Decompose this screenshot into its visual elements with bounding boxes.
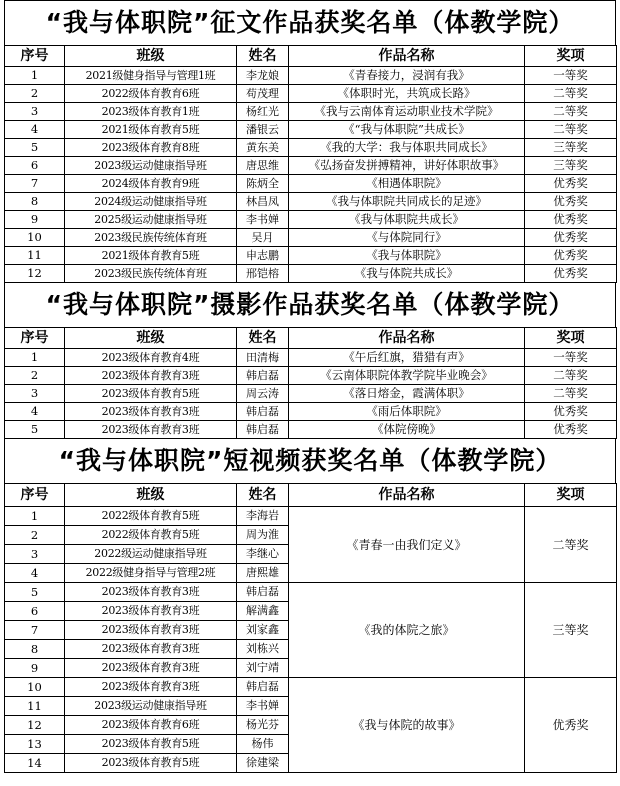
cell-name: 潘银云 <box>237 121 289 139</box>
cell-no: 3 <box>5 545 65 564</box>
header-name: 姓名 <box>237 46 289 67</box>
cell-no: 7 <box>5 175 65 193</box>
table-row <box>5 67 617 85</box>
cell-no: 6 <box>5 602 65 621</box>
video-section-title: “我与体职院”短视频获奖名单（体教学院） <box>4 439 616 483</box>
cell-class: 2023级体育教育3班 <box>65 367 237 385</box>
cell-class: 2023级体育教育4班 <box>65 349 237 367</box>
cell-name: 杨光芬 <box>237 716 289 735</box>
cell-name: 林昌凤 <box>237 193 289 211</box>
cell-award: 三等奖 <box>525 139 617 157</box>
cell-work: 《与体院同行》 <box>289 229 525 247</box>
table-row <box>5 85 617 103</box>
cell-no: 12 <box>5 265 65 283</box>
cell-name: 申志鹏 <box>237 247 289 265</box>
cell-award: 优秀奖 <box>525 678 617 773</box>
cell-class: 2025级运动健康指导班 <box>65 211 237 229</box>
header-name: 姓名 <box>237 328 289 349</box>
cell-name: 解满鑫 <box>237 602 289 621</box>
cell-name: 韩启磊 <box>237 367 289 385</box>
cell-no: 4 <box>5 121 65 139</box>
cell-class: 2022级运动健康指导班 <box>65 545 237 564</box>
cell-work: 《青春一由我们定义》 <box>289 507 525 583</box>
cell-class: 2023级体育教育5班 <box>65 754 237 773</box>
cell-work: 《“我与体职院”共成长》 <box>289 121 525 139</box>
cell-name: 刘宁靖 <box>237 659 289 678</box>
table-row <box>5 507 617 526</box>
cell-work: 《我与体职院共成长》 <box>289 211 525 229</box>
cell-class: 2023级体育教育6班 <box>65 716 237 735</box>
cell-work: 《我与体职院》 <box>289 247 525 265</box>
cell-award: 优秀奖 <box>525 229 617 247</box>
cell-no: 9 <box>5 211 65 229</box>
header-award: 奖项 <box>525 484 617 507</box>
cell-no: 1 <box>5 67 65 85</box>
cell-name: 黄东美 <box>237 139 289 157</box>
cell-name: 苟茂理 <box>237 85 289 103</box>
table-row <box>5 265 617 283</box>
cell-name: 杨伟 <box>237 735 289 754</box>
cell-no: 7 <box>5 621 65 640</box>
cell-no: 2 <box>5 526 65 545</box>
cell-award: 一等奖 <box>525 67 617 85</box>
cell-class: 2023级体育教育3班 <box>65 403 237 421</box>
header-work: 作品名称 <box>289 46 525 67</box>
table-header-row <box>5 328 617 349</box>
cell-class: 2022级体育教育5班 <box>65 507 237 526</box>
cell-no: 13 <box>5 735 65 754</box>
cell-class: 2024级体育教育9班 <box>65 175 237 193</box>
cell-name: 刘栋兴 <box>237 640 289 659</box>
cell-work: 《弘扬奋发拼搏精神，讲好体职故事》 <box>289 157 525 175</box>
cell-no: 1 <box>5 349 65 367</box>
table-header-row <box>5 46 617 67</box>
cell-name: 韩启磊 <box>237 403 289 421</box>
cell-work: 《我与体院共成长》 <box>289 265 525 283</box>
cell-award: 优秀奖 <box>525 211 617 229</box>
award-list-page <box>4 0 616 773</box>
table-row <box>5 175 617 193</box>
header-no: 序号 <box>5 46 65 67</box>
essay-section-title: “我与体职院”征文作品获奖名单（体教学院） <box>4 0 616 45</box>
cell-name: 陈炳全 <box>237 175 289 193</box>
video-award-table <box>4 483 617 773</box>
cell-no: 11 <box>5 697 65 716</box>
cell-class: 2023级体育教育8班 <box>65 139 237 157</box>
cell-name: 李继心 <box>237 545 289 564</box>
cell-work: 《青春接力，浸润有我》 <box>289 67 525 85</box>
cell-class: 2022级体育教育6班 <box>65 85 237 103</box>
cell-no: 9 <box>5 659 65 678</box>
cell-class: 2022级健身指导与管理2班 <box>65 564 237 583</box>
cell-class: 2023级民族传统体育班 <box>65 229 237 247</box>
header-work: 作品名称 <box>289 484 525 507</box>
table-row <box>5 583 617 602</box>
cell-name: 韩启磊 <box>237 583 289 602</box>
photo-section-title: “我与体职院”摄影作品获奖名单（体教学院） <box>4 283 616 327</box>
cell-name: 唐思维 <box>237 157 289 175</box>
cell-class: 2023级体育教育5班 <box>65 735 237 754</box>
table-row <box>5 229 617 247</box>
cell-name: 周云涛 <box>237 385 289 403</box>
cell-award: 二等奖 <box>525 103 617 121</box>
cell-name: 唐熙雄 <box>237 564 289 583</box>
cell-no: 10 <box>5 229 65 247</box>
cell-class: 2023级体育教育3班 <box>65 421 237 439</box>
cell-work: 《我与体院的故事》 <box>289 678 525 773</box>
cell-class: 2023级体育教育3班 <box>65 640 237 659</box>
cell-name: 吴月 <box>237 229 289 247</box>
table-row <box>5 157 617 175</box>
cell-class: 2023级体育教育3班 <box>65 602 237 621</box>
cell-name: 李书婵 <box>237 697 289 716</box>
cell-no: 5 <box>5 421 65 439</box>
header-work: 作品名称 <box>289 328 525 349</box>
cell-no: 14 <box>5 754 65 773</box>
essay-award-table <box>4 45 617 283</box>
cell-award: 优秀奖 <box>525 403 617 421</box>
cell-class: 2023级体育教育5班 <box>65 385 237 403</box>
cell-no: 11 <box>5 247 65 265</box>
cell-name: 李龙娘 <box>237 67 289 85</box>
cell-work: 《体职时光，共筑成长路》 <box>289 85 525 103</box>
table-row <box>5 385 617 403</box>
cell-work: 《我的大学：我与体职共同成长》 <box>289 139 525 157</box>
cell-name: 田清梅 <box>237 349 289 367</box>
cell-work: 《落日熔金，霞满体职》 <box>289 385 525 403</box>
table-header-row <box>5 484 617 507</box>
cell-work: 《雨后体职院》 <box>289 403 525 421</box>
header-no: 序号 <box>5 484 65 507</box>
cell-award: 二等奖 <box>525 367 617 385</box>
cell-no: 4 <box>5 403 65 421</box>
cell-no: 8 <box>5 193 65 211</box>
cell-class: 2023级体育教育3班 <box>65 583 237 602</box>
header-no: 序号 <box>5 328 65 349</box>
cell-award: 二等奖 <box>525 121 617 139</box>
cell-class: 2023级体育教育3班 <box>65 621 237 640</box>
cell-award: 二等奖 <box>525 385 617 403</box>
cell-award: 三等奖 <box>525 583 617 678</box>
cell-award: 优秀奖 <box>525 175 617 193</box>
cell-name: 李海岩 <box>237 507 289 526</box>
cell-no: 3 <box>5 385 65 403</box>
header-class: 班级 <box>65 46 237 67</box>
cell-name: 杨红光 <box>237 103 289 121</box>
table-row <box>5 678 617 697</box>
table-row <box>5 367 617 385</box>
cell-class: 2023级运动健康指导班 <box>65 697 237 716</box>
header-award: 奖项 <box>525 46 617 67</box>
header-class: 班级 <box>65 484 237 507</box>
cell-no: 2 <box>5 85 65 103</box>
cell-no: 5 <box>5 139 65 157</box>
cell-name: 李书婵 <box>237 211 289 229</box>
cell-work: 《午后红旗，猎猎有声》 <box>289 349 525 367</box>
cell-award: 一等奖 <box>525 349 617 367</box>
cell-name: 周为淮 <box>237 526 289 545</box>
photo-award-table <box>4 327 617 439</box>
table-row <box>5 121 617 139</box>
cell-award: 优秀奖 <box>525 193 617 211</box>
cell-no: 5 <box>5 583 65 602</box>
table-row <box>5 193 617 211</box>
cell-class: 2023级民族传统体育班 <box>65 265 237 283</box>
cell-no: 2 <box>5 367 65 385</box>
cell-class: 2021级体育教育5班 <box>65 121 237 139</box>
cell-no: 8 <box>5 640 65 659</box>
cell-class: 2021级体育教育5班 <box>65 247 237 265</box>
header-class: 班级 <box>65 328 237 349</box>
cell-no: 1 <box>5 507 65 526</box>
cell-award: 优秀奖 <box>525 247 617 265</box>
cell-class: 2023级体育教育3班 <box>65 678 237 697</box>
header-award: 奖项 <box>525 328 617 349</box>
header-name: 姓名 <box>237 484 289 507</box>
cell-class: 2023级体育教育1班 <box>65 103 237 121</box>
cell-award: 优秀奖 <box>525 265 617 283</box>
cell-class: 2024级运动健康指导班 <box>65 193 237 211</box>
cell-name: 韩启磊 <box>237 678 289 697</box>
cell-award: 优秀奖 <box>525 421 617 439</box>
cell-no: 10 <box>5 678 65 697</box>
table-row <box>5 211 617 229</box>
table-row <box>5 349 617 367</box>
cell-work: 《我与云南体育运动职业技术学院》 <box>289 103 525 121</box>
cell-no: 3 <box>5 103 65 121</box>
cell-class: 2023级体育教育3班 <box>65 659 237 678</box>
cell-award: 三等奖 <box>525 157 617 175</box>
table-row <box>5 421 617 439</box>
cell-class: 2022级体育教育5班 <box>65 526 237 545</box>
cell-class: 2023级运动健康指导班 <box>65 157 237 175</box>
cell-work: 《我的体院之旅》 <box>289 583 525 678</box>
cell-name: 徐建梁 <box>237 754 289 773</box>
cell-work: 《我与体职院共同成长的足迹》 <box>289 193 525 211</box>
cell-class: 2021级健身指导与管理1班 <box>65 67 237 85</box>
cell-no: 4 <box>5 564 65 583</box>
table-row <box>5 247 617 265</box>
cell-work: 《体院傍晚》 <box>289 421 525 439</box>
cell-work: 《云南体职院体教学院毕业晚会》 <box>289 367 525 385</box>
cell-award: 二等奖 <box>525 85 617 103</box>
cell-name: 刘家鑫 <box>237 621 289 640</box>
cell-work: 《相遇体职院》 <box>289 175 525 193</box>
cell-no: 12 <box>5 716 65 735</box>
cell-name: 韩启磊 <box>237 421 289 439</box>
cell-award: 二等奖 <box>525 507 617 583</box>
cell-no: 6 <box>5 157 65 175</box>
table-row <box>5 139 617 157</box>
table-row <box>5 103 617 121</box>
cell-name: 邢铠榕 <box>237 265 289 283</box>
table-row <box>5 403 617 421</box>
